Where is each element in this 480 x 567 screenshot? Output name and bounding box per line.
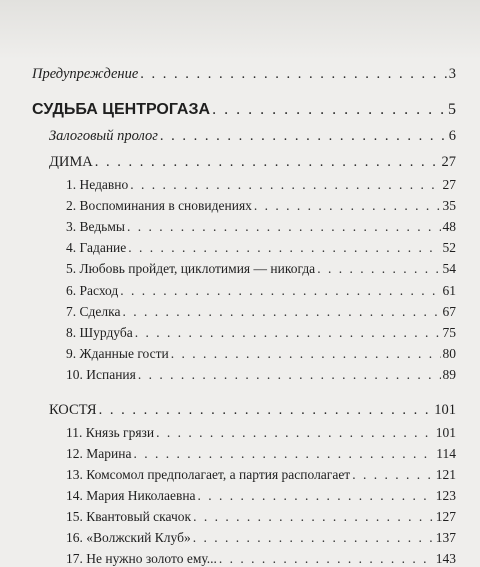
toc-entry[interactable]: [66, 198, 456, 214]
toc-leader-dots: [156, 425, 434, 441]
toc-entry-title: 2. Воспоминания в сновидениях: [66, 198, 252, 213]
toc-entry[interactable]: [66, 283, 456, 299]
toc-entry[interactable]: [66, 177, 456, 193]
toc-leader-dots: [140, 66, 446, 83]
toc-leader-dots: [130, 177, 440, 193]
toc-entry[interactable]: [66, 530, 456, 546]
toc-entry-title: 1. Недавно: [66, 177, 129, 192]
toc-entry-page: 80: [442, 346, 456, 361]
toc-entry-title: КОСТЯ: [49, 402, 97, 418]
toc-entry[interactable]: [49, 402, 456, 419]
toc-entry-title: 13. Комсомол предполагает, а партия располагает: [66, 467, 351, 482]
toc-entry[interactable]: [66, 304, 456, 320]
toc-entry-page: 27: [441, 154, 456, 170]
toc-entry[interactable]: [66, 346, 456, 362]
toc-entry-title: Залоговый пролог: [49, 128, 158, 144]
toc-entry-page: 143: [435, 551, 456, 566]
toc-entry-title: 9. Жданные гости: [66, 346, 169, 361]
toc-entry[interactable]: [49, 128, 456, 145]
toc-entry-title: 11. Князь грязи: [66, 425, 155, 440]
toc-entry-page: 127: [435, 509, 456, 524]
toc-entry[interactable]: [66, 261, 456, 277]
toc-leader-dots: [193, 509, 434, 525]
toc-entry-title: СУДЬБА ЦЕНТРОГАЗА: [32, 101, 211, 118]
toc-entry[interactable]: [66, 551, 456, 567]
toc-entry-title: 8. Шурдуба: [66, 325, 133, 340]
toc-entry-title: 7. Сделка: [66, 304, 121, 319]
toc-entry-title: 14. Мария Николаевна: [66, 488, 196, 503]
toc-leader-dots: [317, 261, 440, 277]
toc-entry-page: 35: [442, 198, 456, 213]
toc-entry-title: Предупреждение: [32, 66, 139, 82]
toc-leader-dots: [352, 467, 434, 483]
toc-entry[interactable]: [66, 446, 456, 462]
toc-leader-dots: [171, 346, 441, 362]
toc-entry-title: 5. Любовь пройдет, циклотимия — никогда: [66, 261, 316, 276]
toc-entry-page: 75: [442, 325, 456, 340]
toc-entry-title: 6. Расход: [66, 283, 119, 298]
toc-entry-page: 27: [442, 177, 456, 192]
toc-entry-page: 5: [448, 101, 456, 118]
toc-leader-dots: [127, 219, 441, 235]
toc-entry-page: 48: [442, 219, 456, 234]
toc-entry[interactable]: [32, 66, 456, 83]
toc-entry-page: 52: [442, 240, 456, 255]
toc-entry-page: 3: [448, 66, 456, 82]
toc-leader-dots: [128, 240, 440, 256]
toc-entry-title: 16. «Волжский Клуб»: [66, 530, 191, 545]
toc-entry-title: 4. Гадание: [66, 240, 127, 255]
toc-leader-dots: [212, 101, 446, 119]
toc-leader-dots: [160, 128, 447, 145]
toc-entry-page: 6: [448, 128, 456, 144]
toc-leader-dots: [122, 304, 440, 320]
toc-entry-title: 12. Марина: [66, 446, 132, 461]
toc-entry-page: 54: [442, 261, 456, 276]
toc-entry[interactable]: [66, 325, 456, 341]
toc-entry-title: ДИМА: [49, 154, 93, 170]
toc-entry[interactable]: [66, 240, 456, 256]
toc-entry-title: 17. Не нужно золото ему...: [66, 551, 217, 566]
toc-entry[interactable]: [32, 101, 456, 119]
toc-leader-dots: [120, 283, 440, 299]
toc-entry-title: 15. Квантовый скачок: [66, 509, 192, 524]
toc-entry[interactable]: [66, 509, 456, 525]
toc-entry[interactable]: [66, 367, 456, 383]
toc-leader-dots: [135, 325, 441, 341]
toc-entry[interactable]: [49, 154, 456, 171]
toc-entry-page: 61: [442, 283, 456, 298]
toc-leader-dots: [193, 530, 434, 546]
toc-entry-page: 101: [435, 425, 456, 440]
toc-entry-page: 121: [435, 467, 456, 482]
toc-entry-page: 123: [435, 488, 456, 503]
toc-entry[interactable]: [66, 219, 456, 235]
toc-entry-title: 3. Ведьмы: [66, 219, 125, 234]
toc-entry[interactable]: [66, 488, 456, 504]
toc-leader-dots: [198, 488, 434, 504]
toc-leader-dots: [95, 154, 440, 171]
toc-leader-dots: [138, 367, 441, 383]
toc-leader-dots: [219, 551, 434, 567]
toc-entry-page: 101: [434, 402, 456, 418]
toc-entry[interactable]: [66, 467, 456, 483]
toc-entry-title: 10. Испания: [66, 367, 136, 382]
toc-leader-dots: [99, 402, 433, 419]
toc-leader-dots: [133, 446, 434, 462]
toc-entry-page: 89: [442, 367, 456, 382]
toc-leader-dots: [254, 198, 441, 214]
toc-entry-page: 137: [435, 530, 456, 545]
toc-entry-page: 67: [442, 304, 456, 319]
toc-entry-page: 114: [436, 446, 456, 461]
toc-entry[interactable]: [66, 425, 456, 441]
